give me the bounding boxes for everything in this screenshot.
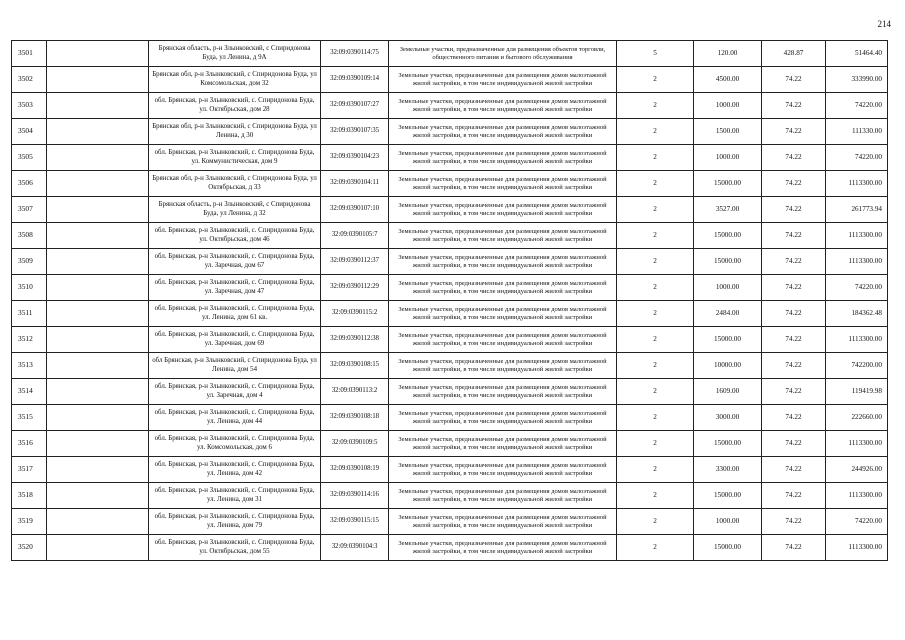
cadastral-number-cell: 32:09:0390112:37 bbox=[321, 249, 389, 275]
group-code-cell: 2 bbox=[617, 145, 694, 171]
address-cell: обл. Брянская, р-н Злынковский, с. Спиридонова Буда, ул. Ленина, дом 42 bbox=[149, 457, 321, 483]
cadastral-value-cell: 1113300.00 bbox=[826, 223, 888, 249]
empty-cell bbox=[47, 431, 149, 457]
land-use-cell: Земельные участки, предназначенные для размещения домов малоэтажной жилой застройки, в том числе индивидуальной жилой застройки bbox=[389, 171, 617, 197]
table-row bbox=[12, 197, 888, 223]
group-code-cell: 2 bbox=[617, 327, 694, 353]
row-number: 3504 bbox=[12, 119, 47, 145]
specific-value-cell: 74.22 bbox=[762, 197, 826, 223]
cadastral-value-table bbox=[11, 40, 888, 561]
area-cell: 120.00 bbox=[694, 41, 762, 67]
table-body bbox=[12, 41, 888, 561]
cadastral-number-cell: 32:09:0390104:23 bbox=[321, 145, 389, 171]
cadastral-value-cell: 1113300.00 bbox=[826, 483, 888, 509]
specific-value-cell: 74.22 bbox=[762, 119, 826, 145]
page-number: 214 bbox=[877, 19, 891, 29]
cadastral-value-cell: 74220.00 bbox=[826, 275, 888, 301]
cadastral-number-cell: 32:09:0390104:11 bbox=[321, 171, 389, 197]
cadastral-number-cell: 32:09:0390104:3 bbox=[321, 535, 389, 561]
area-cell: 1000.00 bbox=[694, 509, 762, 535]
address-cell: обл. Брянская, р-н Злынковский, с. Спиридонова Буда, ул. Коммунистическая, дом 9 bbox=[149, 145, 321, 171]
area-cell: 15000.00 bbox=[694, 223, 762, 249]
empty-cell bbox=[47, 535, 149, 561]
group-code-cell: 2 bbox=[617, 379, 694, 405]
area-cell: 15000.00 bbox=[694, 171, 762, 197]
address-cell: обл. Брянская, р-н Злынковский, с. Спиридонова Буда, ул. Заречная, дом 4 bbox=[149, 379, 321, 405]
empty-cell bbox=[47, 327, 149, 353]
table-row bbox=[12, 483, 888, 509]
row-number: 3505 bbox=[12, 145, 47, 171]
land-use-cell: Земельные участки, предназначенные для размещения домов малоэтажной жилой застройки, в том числе индивидуальной жилой застройки bbox=[389, 223, 617, 249]
cadastral-value-cell: 244926.00 bbox=[826, 457, 888, 483]
land-use-cell: Земельные участки, предназначенные для размещения объектов торговли, общественного питания и бытового обслуживания bbox=[389, 41, 617, 67]
address-cell: Брянская область, р-н Злынковский, с Спиридонова Буда, ул Ленина, д 9А bbox=[149, 41, 321, 67]
specific-value-cell: 428.87 bbox=[762, 41, 826, 67]
empty-cell bbox=[47, 275, 149, 301]
group-code-cell: 2 bbox=[617, 535, 694, 561]
group-code-cell: 2 bbox=[617, 93, 694, 119]
area-cell: 2484.00 bbox=[694, 301, 762, 327]
cadastral-value-cell: 51464.40 bbox=[826, 41, 888, 67]
row-number: 3517 bbox=[12, 457, 47, 483]
empty-cell bbox=[47, 171, 149, 197]
area-cell: 4500.00 bbox=[694, 67, 762, 93]
cadastral-value-cell: 1113300.00 bbox=[826, 327, 888, 353]
table-row bbox=[12, 223, 888, 249]
row-number: 3515 bbox=[12, 405, 47, 431]
address-cell: обл. Брянская, р-н Злынковский, с. Спиридонова Буда, ул. Ленина, дом 44 bbox=[149, 405, 321, 431]
cadastral-number-cell: 32:09:0390107:10 bbox=[321, 197, 389, 223]
address-cell: обл. Брянская, р-н Злынковский, с. Спиридонова Буда, ул. Комсомольская, дом 6 bbox=[149, 431, 321, 457]
row-number: 3507 bbox=[12, 197, 47, 223]
address-cell: Брянская обл, р-н Злынковский, с Спиридонова Буда, ул Октябрьская, д 33 bbox=[149, 171, 321, 197]
table-row bbox=[12, 171, 888, 197]
group-code-cell: 2 bbox=[617, 405, 694, 431]
table-row bbox=[12, 275, 888, 301]
land-use-cell: Земельные участки, предназначенные для размещения домов малоэтажной жилой застройки, в том числе индивидуальной жилой застройки bbox=[389, 67, 617, 93]
address-cell: обл. Брянская, р-н Злынковский, с. Спиридонова Буда, ул. Октябрьская, дом 46 bbox=[149, 223, 321, 249]
cadastral-value-cell: 333990.00 bbox=[826, 67, 888, 93]
address-cell: обл. Брянская, р-н Злынковский, с. Спиридонова Буда, ул. Ленина, дом 31 bbox=[149, 483, 321, 509]
table-row bbox=[12, 145, 888, 171]
empty-cell bbox=[47, 223, 149, 249]
cadastral-value-cell: 1113300.00 bbox=[826, 535, 888, 561]
cadastral-value-cell: 74220.00 bbox=[826, 93, 888, 119]
group-code-cell: 2 bbox=[617, 509, 694, 535]
table-row bbox=[12, 535, 888, 561]
specific-value-cell: 74.22 bbox=[762, 249, 826, 275]
table-row bbox=[12, 405, 888, 431]
empty-cell bbox=[47, 119, 149, 145]
land-use-cell: Земельные участки, предназначенные для размещения домов малоэтажной жилой застройки, в том числе индивидуальной жилой застройки bbox=[389, 431, 617, 457]
address-cell: обл. Брянская, р-н Злынковский, с. Спиридонова Буда, ул. Ленина, дом 61 кв. bbox=[149, 301, 321, 327]
address-cell: обл. Брянская, р-н Злынковский, с. Спиридонова Буда, ул. Заречная, дом 47 bbox=[149, 275, 321, 301]
land-use-cell: Земельные участки, предназначенные для размещения домов малоэтажной жилой застройки, в том числе индивидуальной жилой застройки bbox=[389, 145, 617, 171]
address-cell: обл Брянская, р-н Злынковский, с Спиридонова Буда, ул Ленина, дом 54 bbox=[149, 353, 321, 379]
row-number: 3503 bbox=[12, 93, 47, 119]
land-use-cell: Земельные участки, предназначенные для размещения домов малоэтажной жилой застройки, в том числе индивидуальной жилой застройки bbox=[389, 405, 617, 431]
cadastral-number-cell: 32:09:0390108:15 bbox=[321, 353, 389, 379]
cadastral-number-cell: 32:09:0390112:38 bbox=[321, 327, 389, 353]
cadastral-value-cell: 74220.00 bbox=[826, 509, 888, 535]
specific-value-cell: 74.22 bbox=[762, 223, 826, 249]
area-cell: 15000.00 bbox=[694, 483, 762, 509]
specific-value-cell: 74.22 bbox=[762, 457, 826, 483]
table-row bbox=[12, 249, 888, 275]
cadastral-value-cell: 261773.94 bbox=[826, 197, 888, 223]
table-row bbox=[12, 431, 888, 457]
land-use-cell: Земельные участки, предназначенные для размещения домов малоэтажной жилой застройки, в том числе индивидуальной жилой застройки bbox=[389, 275, 617, 301]
cadastral-value-cell: 74220.00 bbox=[826, 145, 888, 171]
area-cell: 1000.00 bbox=[694, 93, 762, 119]
group-code-cell: 2 bbox=[617, 275, 694, 301]
cadastral-number-cell: 32:09:0390108:18 bbox=[321, 405, 389, 431]
specific-value-cell: 74.22 bbox=[762, 483, 826, 509]
cadastral-number-cell: 32:09:0390115:15 bbox=[321, 509, 389, 535]
row-number: 3509 bbox=[12, 249, 47, 275]
empty-cell bbox=[47, 249, 149, 275]
group-code-cell: 2 bbox=[617, 353, 694, 379]
cadastral-number-cell: 32:09:0390105:7 bbox=[321, 223, 389, 249]
empty-cell bbox=[47, 301, 149, 327]
empty-cell bbox=[47, 405, 149, 431]
specific-value-cell: 74.22 bbox=[762, 93, 826, 119]
table-row bbox=[12, 41, 888, 67]
group-code-cell: 2 bbox=[617, 197, 694, 223]
specific-value-cell: 74.22 bbox=[762, 171, 826, 197]
table-row bbox=[12, 509, 888, 535]
address-cell: обл. Брянская, р-н Злынковский, с. Спиридонова Буда, ул. Октябрьская, дом 55 bbox=[149, 535, 321, 561]
address-cell: Брянская обл, р-н Злынковский, с Спиридонова Буда, ул Комсомольская, дом 32 bbox=[149, 67, 321, 93]
row-number: 3506 bbox=[12, 171, 47, 197]
cadastral-number-cell: 32:09:0390114:16 bbox=[321, 483, 389, 509]
area-cell: 15000.00 bbox=[694, 431, 762, 457]
land-use-cell: Земельные участки, предназначенные для размещения домов малоэтажной жилой застройки, в том числе индивидуальной жилой застройки bbox=[389, 509, 617, 535]
land-use-cell: Земельные участки, предназначенные для размещения домов малоэтажной жилой застройки, в том числе индивидуальной жилой застройки bbox=[389, 249, 617, 275]
specific-value-cell: 74.22 bbox=[762, 67, 826, 93]
specific-value-cell: 74.22 bbox=[762, 327, 826, 353]
area-cell: 10000.00 bbox=[694, 353, 762, 379]
land-use-cell: Земельные участки, предназначенные для размещения домов малоэтажной жилой застройки, в том числе индивидуальной жилой застройки bbox=[389, 197, 617, 223]
area-cell: 15000.00 bbox=[694, 327, 762, 353]
area-cell: 3300.00 bbox=[694, 457, 762, 483]
table-row bbox=[12, 301, 888, 327]
land-use-cell: Земельные участки, предназначенные для размещения домов малоэтажной жилой застройки, в том числе индивидуальной жилой застройки bbox=[389, 301, 617, 327]
cadastral-value-cell: 184362.48 bbox=[826, 301, 888, 327]
row-number: 3501 bbox=[12, 41, 47, 67]
row-number: 3514 bbox=[12, 379, 47, 405]
empty-cell bbox=[47, 67, 149, 93]
cadastral-number-cell: 32:09:0390109:5 bbox=[321, 431, 389, 457]
row-number: 3502 bbox=[12, 67, 47, 93]
specific-value-cell: 74.22 bbox=[762, 509, 826, 535]
specific-value-cell: 74.22 bbox=[762, 353, 826, 379]
address-cell: Брянская область, р-н Злынковский, с Спиридонова Буда, ул Ленина, д 32 bbox=[149, 197, 321, 223]
cadastral-value-cell: 1113300.00 bbox=[826, 431, 888, 457]
cadastral-number-cell: 32:09:0390112:29 bbox=[321, 275, 389, 301]
cadastral-value-cell: 1113300.00 bbox=[826, 171, 888, 197]
land-use-cell: Земельные участки, предназначенные для размещения домов малоэтажной жилой застройки, в том числе индивидуальной жилой застройки bbox=[389, 353, 617, 379]
empty-cell bbox=[47, 483, 149, 509]
cadastral-value-cell: 111330.00 bbox=[826, 119, 888, 145]
row-number: 3519 bbox=[12, 509, 47, 535]
table-row bbox=[12, 353, 888, 379]
specific-value-cell: 74.22 bbox=[762, 535, 826, 561]
table-row bbox=[12, 67, 888, 93]
land-use-cell: Земельные участки, предназначенные для размещения домов малоэтажной жилой застройки, в том числе индивидуальной жилой застройки bbox=[389, 119, 617, 145]
address-cell: Брянская обл, р-н Злынковский, с Спиридонова Буда, ул Ленина, д 30 bbox=[149, 119, 321, 145]
specific-value-cell: 74.22 bbox=[762, 145, 826, 171]
row-number: 3520 bbox=[12, 535, 47, 561]
area-cell: 1000.00 bbox=[694, 275, 762, 301]
specific-value-cell: 74.22 bbox=[762, 431, 826, 457]
area-cell: 1500.00 bbox=[694, 119, 762, 145]
group-code-cell: 2 bbox=[617, 483, 694, 509]
specific-value-cell: 74.22 bbox=[762, 405, 826, 431]
cadastral-value-cell: 119419.98 bbox=[826, 379, 888, 405]
specific-value-cell: 74.22 bbox=[762, 275, 826, 301]
land-use-cell: Земельные участки, предназначенные для размещения домов малоэтажной жилой застройки, в том числе индивидуальной жилой застройки bbox=[389, 535, 617, 561]
cadastral-value-cell: 742200.00 bbox=[826, 353, 888, 379]
address-cell: обл. Брянская, р-н Злынковский, с. Спиридонова Буда, ул. Заречная, дом 67 bbox=[149, 249, 321, 275]
cadastral-number-cell: 32:09:0390107:27 bbox=[321, 93, 389, 119]
table-row bbox=[12, 327, 888, 353]
group-code-cell: 2 bbox=[617, 457, 694, 483]
table-row bbox=[12, 457, 888, 483]
empty-cell bbox=[47, 41, 149, 67]
row-number: 3510 bbox=[12, 275, 47, 301]
area-cell: 3527.00 bbox=[694, 197, 762, 223]
area-cell: 1609.00 bbox=[694, 379, 762, 405]
group-code-cell: 2 bbox=[617, 119, 694, 145]
empty-cell bbox=[47, 353, 149, 379]
group-code-cell: 5 bbox=[617, 41, 694, 67]
group-code-cell: 2 bbox=[617, 171, 694, 197]
address-cell: обл. Брянская, р-н Злынковский, с. Спиридонова Буда, ул. Октябрьская, дом 28 bbox=[149, 93, 321, 119]
cadastral-number-cell: 32:09:0390107:35 bbox=[321, 119, 389, 145]
cadastral-value-cell: 222660.00 bbox=[826, 405, 888, 431]
land-use-cell: Земельные участки, предназначенные для размещения домов малоэтажной жилой застройки, в том числе индивидуальной жилой застройки bbox=[389, 457, 617, 483]
address-cell: обл. Брянская, р-н Злынковский, с. Спиридонова Буда, ул. Ленина, дом 79 bbox=[149, 509, 321, 535]
empty-cell bbox=[47, 379, 149, 405]
cadastral-number-cell: 32:09:0390109:14 bbox=[321, 67, 389, 93]
empty-cell bbox=[47, 145, 149, 171]
cadastral-number-cell: 32:09:0390108:19 bbox=[321, 457, 389, 483]
land-use-cell: Земельные участки, предназначенные для размещения домов малоэтажной жилой застройки, в том числе индивидуальной жилой застройки bbox=[389, 93, 617, 119]
row-number: 3508 bbox=[12, 223, 47, 249]
row-number: 3511 bbox=[12, 301, 47, 327]
group-code-cell: 2 bbox=[617, 431, 694, 457]
specific-value-cell: 74.22 bbox=[762, 301, 826, 327]
area-cell: 3000.00 bbox=[694, 405, 762, 431]
table-row bbox=[12, 119, 888, 145]
cadastral-number-cell: 32:09:0390114:75 bbox=[321, 41, 389, 67]
land-use-cell: Земельные участки, предназначенные для размещения домов малоэтажной жилой застройки, в том числе индивидуальной жилой застройки bbox=[389, 327, 617, 353]
group-code-cell: 2 bbox=[617, 67, 694, 93]
empty-cell bbox=[47, 457, 149, 483]
specific-value-cell: 74.22 bbox=[762, 379, 826, 405]
row-number: 3513 bbox=[12, 353, 47, 379]
empty-cell bbox=[47, 197, 149, 223]
table-row bbox=[12, 93, 888, 119]
area-cell: 15000.00 bbox=[694, 249, 762, 275]
empty-cell bbox=[47, 509, 149, 535]
address-cell: обл. Брянская, р-н Злынковский, с. Спиридонова Буда, ул. Заречная, дом 69 bbox=[149, 327, 321, 353]
empty-cell bbox=[47, 93, 149, 119]
land-use-cell: Земельные участки, предназначенные для размещения домов малоэтажной жилой застройки, в том числе индивидуальной жилой застройки bbox=[389, 483, 617, 509]
row-number: 3518 bbox=[12, 483, 47, 509]
cadastral-value-cell: 1113300.00 bbox=[826, 249, 888, 275]
area-cell: 15000.00 bbox=[694, 535, 762, 561]
cadastral-number-cell: 32:09:0390113:2 bbox=[321, 379, 389, 405]
cadastral-number-cell: 32:09:0390115:2 bbox=[321, 301, 389, 327]
group-code-cell: 2 bbox=[617, 223, 694, 249]
group-code-cell: 2 bbox=[617, 301, 694, 327]
row-number: 3512 bbox=[12, 327, 47, 353]
land-use-cell: Земельные участки, предназначенные для размещения домов малоэтажной жилой застройки, в том числе индивидуальной жилой застройки bbox=[389, 379, 617, 405]
row-number: 3516 bbox=[12, 431, 47, 457]
group-code-cell: 2 bbox=[617, 249, 694, 275]
area-cell: 1000.00 bbox=[694, 145, 762, 171]
table-row bbox=[12, 379, 888, 405]
